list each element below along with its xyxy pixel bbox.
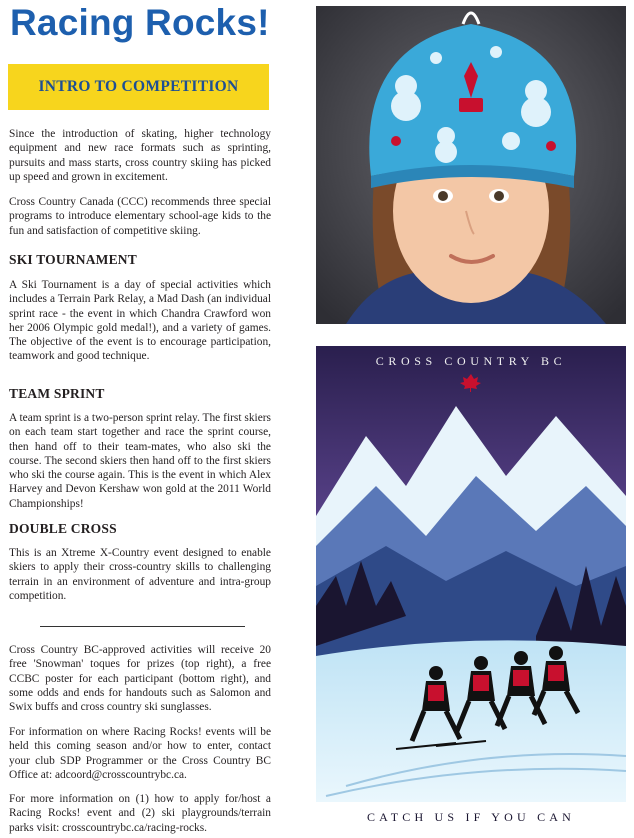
photo-girl-in-toque — [316, 6, 626, 324]
section-double-cross-body — [9, 546, 271, 603]
poster-illustration — [316, 346, 626, 832]
section-heading-double-cross: DOUBLE CROSS — [9, 521, 117, 536]
section-divider — [40, 626, 245, 627]
footer-paragraph-3-block — [9, 792, 271, 835]
poster-title: CROSS COUNTRY BC — [375, 354, 567, 368]
section-double-cross — [9, 521, 271, 537]
section-ski-tournament-body — [9, 278, 271, 364]
footer-paragraph-1-block — [9, 643, 271, 714]
poster-tagline: CATCH US IF YOU CAN — [366, 810, 576, 824]
girl-portrait-illustration — [316, 6, 626, 324]
page-title: Racing Rocks! — [10, 2, 270, 43]
section-team-sprint-body — [9, 411, 271, 511]
section-team-sprint — [9, 386, 271, 402]
footer-paragraph-1: Cross Country BC-approved activities will receive 20 free 'Snowman' toques for prizes (top right), a free CCBC poster for each participant (bottom right), and some odds and ends for handouts such as Salomon and Swix buffs and cross country ski sunglasses. — [9, 644, 271, 714]
section-heading-team-sprint: TEAM SPRINT — [9, 386, 105, 401]
footer-paragraph-3: For more information on (1) how to apply for/host a Racing Rocks! event and (2) ski playgrounds/terrain parks visit: crosscountrybc.ca/racing-rocks. — [9, 793, 271, 834]
footer-paragraph-2: For information on where Racing Rocks! events will be held this coming season and/or how to enter, contact your club SDP Programmer or the Cross Country BC Office at: adcoord@crosscountrybc.ca. — [9, 726, 271, 781]
intro-paragraph-1-block — [9, 127, 271, 184]
ccbc-poster — [316, 346, 626, 832]
section-text-team-sprint: A team sprint is a two-person sprint relay. The first skiers on each team start together and race the sprint course, then hand off to their team-mates, who also ski the course. The second skiers then hand off to the first skiers who ski the course again. This is the event in which Alex Harvey and Devon Kershaw won gold at the 2011 World Championships! — [9, 412, 271, 510]
section-text-double-cross: This is an Xtreme X-Country event designed to enable skiers to apply their cross-country skills to challenging terrain in an environment of adventure and intra-group competition. — [9, 547, 271, 602]
intro-banner — [8, 64, 269, 110]
footer-paragraph-2-block — [9, 725, 271, 782]
section-text-ski-tournament: A Ski Tournament is a day of special activities which includes a Terrain Park Relay, a Mad Dash (an individual sprint race - the event in which Chandra Crawford won her 2006 Olympic gold medal!), and a variety of games. The objective of the event is to encourage participation, teamwork and good technique. — [9, 279, 271, 363]
section-ski-tournament — [9, 252, 271, 268]
intro-paragraph-2: Cross Country Canada (CCC) recommends three special programs to introduce elementary school-age kids to the fun and satisfaction of competitive skiing. — [9, 196, 271, 237]
intro-paragraph-2-block — [9, 195, 271, 238]
intro-banner-label: INTRO TO COMPETITION — [38, 78, 239, 95]
section-heading-ski-tournament: SKI TOURNAMENT — [9, 252, 137, 267]
intro-paragraph-1: Since the introduction of skating, higher technology equipment and new race formats such as sprinting, pursuits and mass starts, cross country skiing has picked up speed and grown in excitement. — [9, 128, 271, 183]
